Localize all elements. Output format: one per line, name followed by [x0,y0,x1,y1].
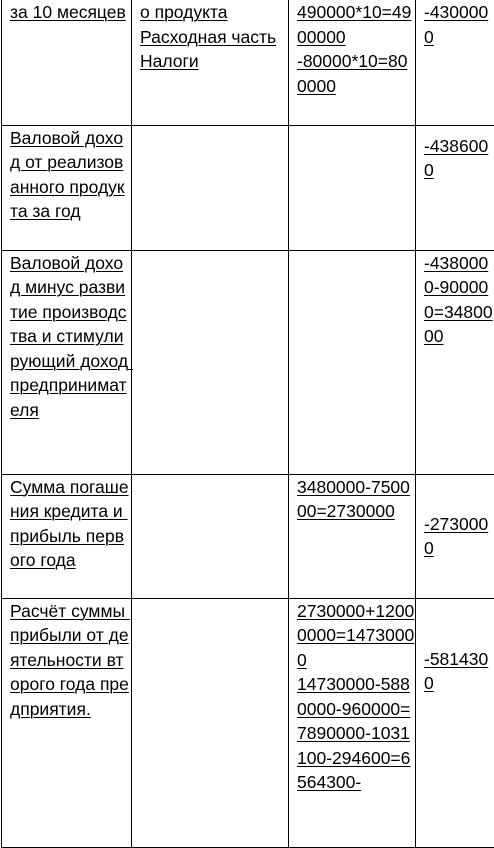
table-row [2,0,494,125]
calculation-table [1,0,494,848]
row-label-cell: Валовой доход от реализованного продукта за год [2,125,132,250]
formula-cell [289,125,416,250]
description-cell: о продукта Расходная часть Налоги [132,0,289,125]
result-cell: -4300000 [416,0,494,125]
formula-cell: 3480000-750000=2730000 [289,474,416,598]
row-label-cell: за 10 месяцев [2,0,132,125]
table-row [2,598,494,847]
result-cell: -2730000 [416,474,494,598]
table-row [2,250,494,474]
description-cell [132,598,289,847]
formula-cell: 490000*10=4900000 -80000*10=800000 [289,0,416,125]
row-label-cell: Валовой доход минус развитие производства и стимулирующий доход предпринимателя [2,250,132,474]
table-row [2,474,494,598]
row-label-cell: Расчёт суммы прибыли от деятельности второго года предприятия. [2,598,132,847]
description-cell [132,250,289,474]
row-label-cell: Сумма погашения кредита и прибыль первого года [2,474,132,598]
formula-cell [289,250,416,474]
table-row [2,125,494,250]
description-cell [132,125,289,250]
result-cell: -4386000 [416,125,494,250]
result-cell: -5814300 [416,598,494,847]
result-cell: -4380000-900000=3480000 [416,250,494,474]
formula-cell: 2730000+12000000=14730000 14730000-5880000-960000=7890000-1031100-294600=6564300- [289,598,416,847]
description-cell [132,474,289,598]
